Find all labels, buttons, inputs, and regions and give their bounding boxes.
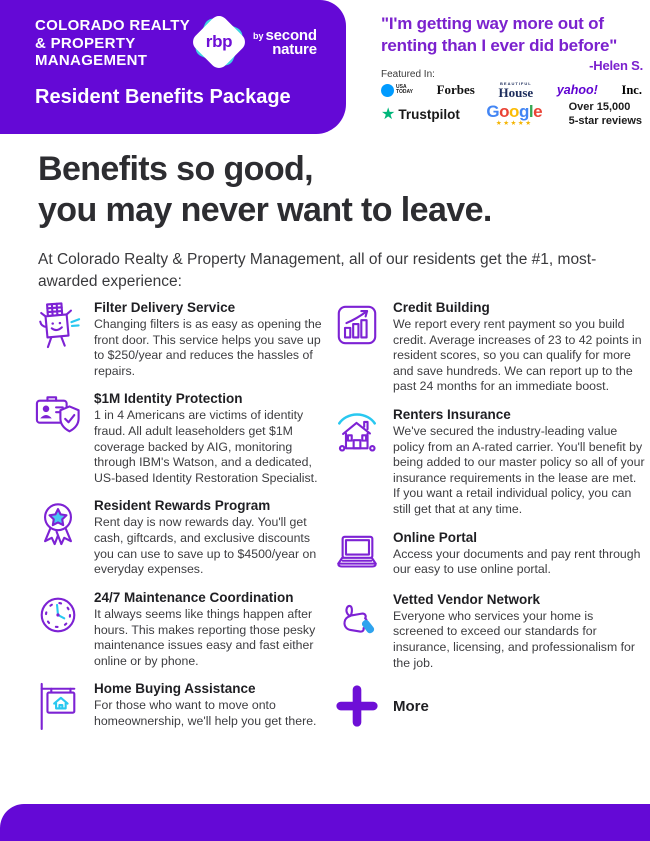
package-title: Resident Benefits Package: [35, 86, 291, 108]
rbp-logo-text: rbp: [205, 32, 233, 51]
benefit-title: Credit Building: [393, 300, 490, 315]
benefit-body: It always seems like things happen after hours. This makes reporting those pesky maintenance issues easy and fast either online or by phone.: [94, 606, 316, 668]
google-logo: [486, 103, 542, 128]
benefit-home-buying: [35, 681, 328, 731]
benefit-body: Rent day is now rewards day. You'll get cash, giftcards, and exclusive discounts you can use to save up to $4500/year on everyday expenses.: [94, 515, 317, 577]
benefit-title: 24/7 Maintenance Coordination: [94, 589, 294, 605]
benefit-body: Everyone who services your home is screened to exceed our standards for insurance, licensing, and professionalism for the job.: [393, 608, 635, 670]
benefit-body: Access your documents and pay rent through our easy to use online portal.: [393, 546, 641, 577]
inc-logo: Inc.: [621, 82, 642, 97]
benefit-title: Resident Rewards Program: [94, 498, 271, 514]
headline-line2: you may never want to leave.: [38, 191, 492, 230]
house-beautiful-logo: [499, 82, 534, 99]
google-letter: g: [518, 101, 529, 121]
plus-icon: [334, 683, 380, 729]
rbp-logo: [190, 13, 248, 71]
benefit-body: We've secured the industry-leading value policy from an A-rated carrier. You'll benefit by being added to our master policy so all of your insurance requirements in the lease are met. If you want a retail individual policy, you can still get that at any time.: [393, 424, 645, 517]
benefit-body: For those who want to move onto homeownership, we'll help you get there.: [94, 698, 317, 728]
google-letter: l: [528, 101, 534, 121]
more-label: More: [393, 697, 429, 715]
quote-attribution: -Helen S.: [589, 58, 643, 74]
trustpilot-text: Trustpilot: [398, 107, 460, 123]
quote-line2: renting than I ever did before": [381, 36, 618, 56]
google-letter: o: [499, 101, 510, 121]
benefit-title: $1M Identity Protection: [94, 391, 243, 407]
reviews-row: [381, 101, 642, 129]
usa-today-text-line1: USA: [396, 83, 407, 90]
quote-line1: "I'm getting way more out of: [381, 14, 604, 33]
identity-protection-icon: [35, 391, 81, 441]
forbes-logo: Forbes: [436, 82, 475, 97]
filter-delivery-icon: [35, 300, 81, 350]
yahoo-logo: yahoo!: [556, 83, 598, 97]
sub-headline: At Colorado Realty & Property Management, all of our residents get the #1, most-awarded experience:: [38, 251, 597, 290]
company-name-line1: COLORADO REALTY: [35, 17, 191, 34]
company-name: [35, 17, 190, 70]
trustpilot-logo: [381, 107, 460, 123]
benefit-vetted-vendor: [334, 592, 646, 671]
second-nature-logo: [253, 29, 317, 57]
by-label: by: [253, 31, 264, 41]
benefit-identity-protection: [35, 391, 328, 486]
resident-rewards-icon: [35, 498, 81, 548]
review-count-line1: Over 15,000: [568, 101, 631, 113]
benefit-title: Vetted Vendor Network: [393, 591, 541, 607]
benefit-body: We report every rent payment so you build credit. Average increases of 23 to 42 points in resident scores, so you can qualify for more and save hundreds. We can report up to the past 24 months for an immediate boost.: [393, 317, 642, 394]
brand-line-second: second: [265, 27, 317, 44]
company-name-line2: & PROPERTY: [35, 34, 136, 52]
benefit-title: Filter Delivery Service: [94, 300, 236, 315]
credit-building-icon: [334, 300, 380, 350]
benefit-title: Renters Insurance: [393, 407, 511, 423]
benefit-body: 1 in 4 Americans are victims of identity fraud. All adult leaseholders get $1M coverage backed by AIG, monitoring through IBM's Watson, and a dedicated, US-based Identity Restoration Specialist.: [94, 408, 318, 485]
headline-line1: Benefits so good,: [38, 150, 314, 188]
benefit-resident-rewards: [35, 498, 328, 577]
benefit-more: [334, 683, 646, 729]
renters-insurance-icon: [334, 407, 380, 457]
featured-logos-row: [381, 80, 642, 100]
google-letter: e: [533, 101, 543, 121]
brand-line-nature: nature: [272, 40, 317, 58]
home-buying-sign-icon: [35, 681, 81, 731]
google-letter: G: [486, 101, 500, 121]
review-count: [569, 101, 642, 129]
review-count-line2: 5-star reviews: [568, 114, 642, 127]
footer-bar: [0, 804, 650, 841]
usa-today-logo: [381, 84, 413, 97]
usa-today-icon: [381, 84, 394, 97]
usa-today-text-line2: TODAY: [396, 89, 413, 95]
benefit-renters-insurance: [334, 407, 646, 518]
benefit-body: Changing filters is as easy as opening the front door. This service helps you save up to $250/year and reduces the hassles of repairs.: [94, 317, 322, 378]
testimonial-quote: [381, 13, 643, 75]
google-letter: o: [509, 101, 519, 121]
benefit-credit-building: [334, 300, 646, 395]
featured-in-label: Featured In:: [381, 69, 435, 80]
house-beautiful-top-text: BEAUTIFUL: [500, 80, 532, 86]
benefit-online-portal: [334, 530, 646, 580]
benefit-title: Online Portal: [393, 529, 478, 545]
company-name-line3: MANAGEMENT: [35, 52, 148, 70]
house-beautiful-main-text: House: [498, 84, 534, 100]
benefits-column-right: [334, 300, 646, 729]
main-headline: [38, 149, 492, 232]
benefit-filter-delivery: [35, 300, 328, 379]
vetted-vendor-thumbs-up-icon: [334, 592, 380, 642]
google-stars-icon: ★★★★★: [495, 119, 533, 127]
maintenance-clock-icon: [35, 590, 81, 640]
benefit-title: Home Buying Assistance: [94, 681, 256, 697]
benefit-maintenance: [35, 590, 328, 669]
header-banner: [0, 0, 346, 134]
benefits-column-left: [35, 300, 328, 743]
trustpilot-star-icon: ★: [381, 105, 396, 123]
online-portal-laptop-icon: [334, 530, 380, 580]
